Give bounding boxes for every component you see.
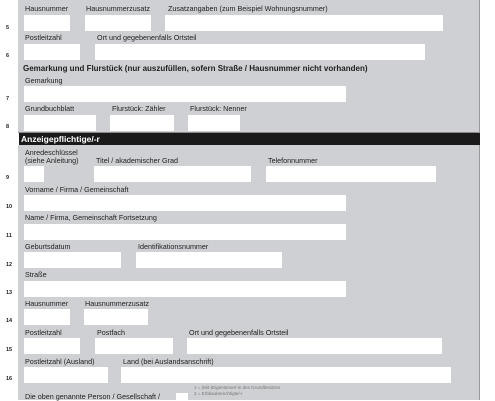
academic-title-field[interactable] — [94, 166, 251, 182]
country-field[interactable] — [121, 367, 451, 383]
role-note-1: 1 = (Mit-)Eigentümer/-in des Grundbesitzes — [194, 385, 281, 390]
country-label: Land (bei Auslandsanschrift) — [123, 357, 214, 366]
declarant-house-number-label: Hausnummer — [25, 299, 69, 308]
parcel-denominator-label: Flurstück: Nenner — [190, 104, 247, 113]
house-number-suffix-field[interactable] — [85, 15, 151, 31]
row-number-7: 7 — [6, 96, 10, 102]
declarant-house-number-suffix-field[interactable] — [84, 309, 148, 325]
declarant-section-header — [19, 133, 480, 145]
row-number-16: 16 — [6, 376, 13, 382]
row-number-12: 12 — [6, 262, 13, 268]
declarant-postcode-field[interactable] — [24, 338, 80, 354]
declarant-city-label: Ort und gegebenenfalls Ortsteil — [189, 328, 289, 337]
street-label: Straße — [25, 270, 47, 279]
person-role-label: Die oben genannte Person / Gesellschaft / — [25, 392, 161, 401]
salutation-field[interactable] — [24, 166, 44, 182]
city-field[interactable] — [95, 44, 425, 60]
additional-info-label: Zusatzangaben (zum Beispiel Wohnungsnummer) — [168, 4, 328, 13]
po-box-label: Postfach — [97, 328, 125, 337]
declarant-house-number-field[interactable] — [24, 309, 70, 325]
tax-id-label: Identifikationsnummer — [138, 242, 209, 251]
postcode-field[interactable] — [24, 44, 80, 60]
row-number-11: 11 — [6, 233, 12, 239]
po-box-field[interactable] — [95, 338, 173, 354]
salutation-label: Anredeschlüssel — [25, 148, 78, 157]
district-label: Gemarkung — [25, 76, 63, 85]
last-name-field[interactable] — [24, 224, 346, 240]
street-field[interactable] — [24, 281, 346, 297]
postcode-label: Postleitzahl — [25, 33, 62, 42]
row-number-9: 9 — [6, 175, 10, 181]
person-role-field[interactable] — [176, 393, 188, 400]
parcel-section-title: Gemarkung und Flurstück (nur auszufüllen, sofern Straße / Hausnummer nicht vorhanden) — [23, 64, 368, 73]
row-number-13: 13 — [6, 290, 13, 296]
row-number-5: 5 — [6, 25, 10, 31]
row-number-6: 6 — [6, 53, 10, 59]
row-number-10: 10 — [6, 204, 13, 210]
city-label: Ort und gegebenenfalls Ortsteil — [97, 33, 197, 42]
tax-id-field[interactable] — [136, 252, 282, 268]
role-note-2: 2 = Erbbauberechtigte/-r — [194, 391, 243, 396]
declarant-house-number-suffix-label: Hausnummerzusatz — [85, 299, 149, 308]
last-name-label: Name / Firma, Gemeinschaft Fortsetzung — [25, 213, 157, 222]
row-number-15: 15 — [6, 347, 13, 353]
phone-field[interactable] — [266, 166, 436, 182]
salutation-hint: (siehe Anleitung) — [25, 156, 79, 165]
declarant-city-field[interactable] — [187, 338, 442, 354]
house-number-suffix-label: Hausnummerzusatz — [86, 4, 150, 13]
house-number-field[interactable] — [24, 15, 70, 31]
district-field[interactable] — [24, 86, 346, 102]
right-border — [479, 0, 480, 400]
declarant-section-title: Anzeigepflichtige/-r — [21, 134, 100, 144]
postcode-abroad-label: Postleitzahl (Ausland) — [25, 357, 95, 366]
parcel-numerator-field[interactable] — [110, 115, 174, 131]
additional-info-field[interactable] — [165, 15, 443, 31]
parcel-numerator-label: Flurstück: Zähler — [112, 104, 166, 113]
first-name-label: Vorname / Firma / Gemeinschaft — [25, 185, 129, 194]
birth-date-field[interactable] — [24, 252, 121, 268]
row-number-14: 14 — [6, 318, 13, 324]
academic-title-label: Titel / akademischer Grad — [96, 156, 179, 165]
postcode-abroad-field[interactable] — [24, 367, 108, 383]
house-number-label: Hausnummer — [25, 4, 69, 13]
row-number-8: 8 — [6, 124, 10, 130]
land-register-sheet-field[interactable] — [24, 115, 96, 131]
parcel-denominator-field[interactable] — [188, 115, 240, 131]
phone-label: Telefonnummer — [268, 156, 318, 165]
first-name-field[interactable] — [24, 195, 346, 211]
land-register-sheet-label: Grundbuchblatt — [25, 104, 75, 113]
birth-date-label: Geburtsdatum — [25, 242, 71, 251]
declarant-postcode-label: Postleitzahl — [25, 328, 62, 337]
